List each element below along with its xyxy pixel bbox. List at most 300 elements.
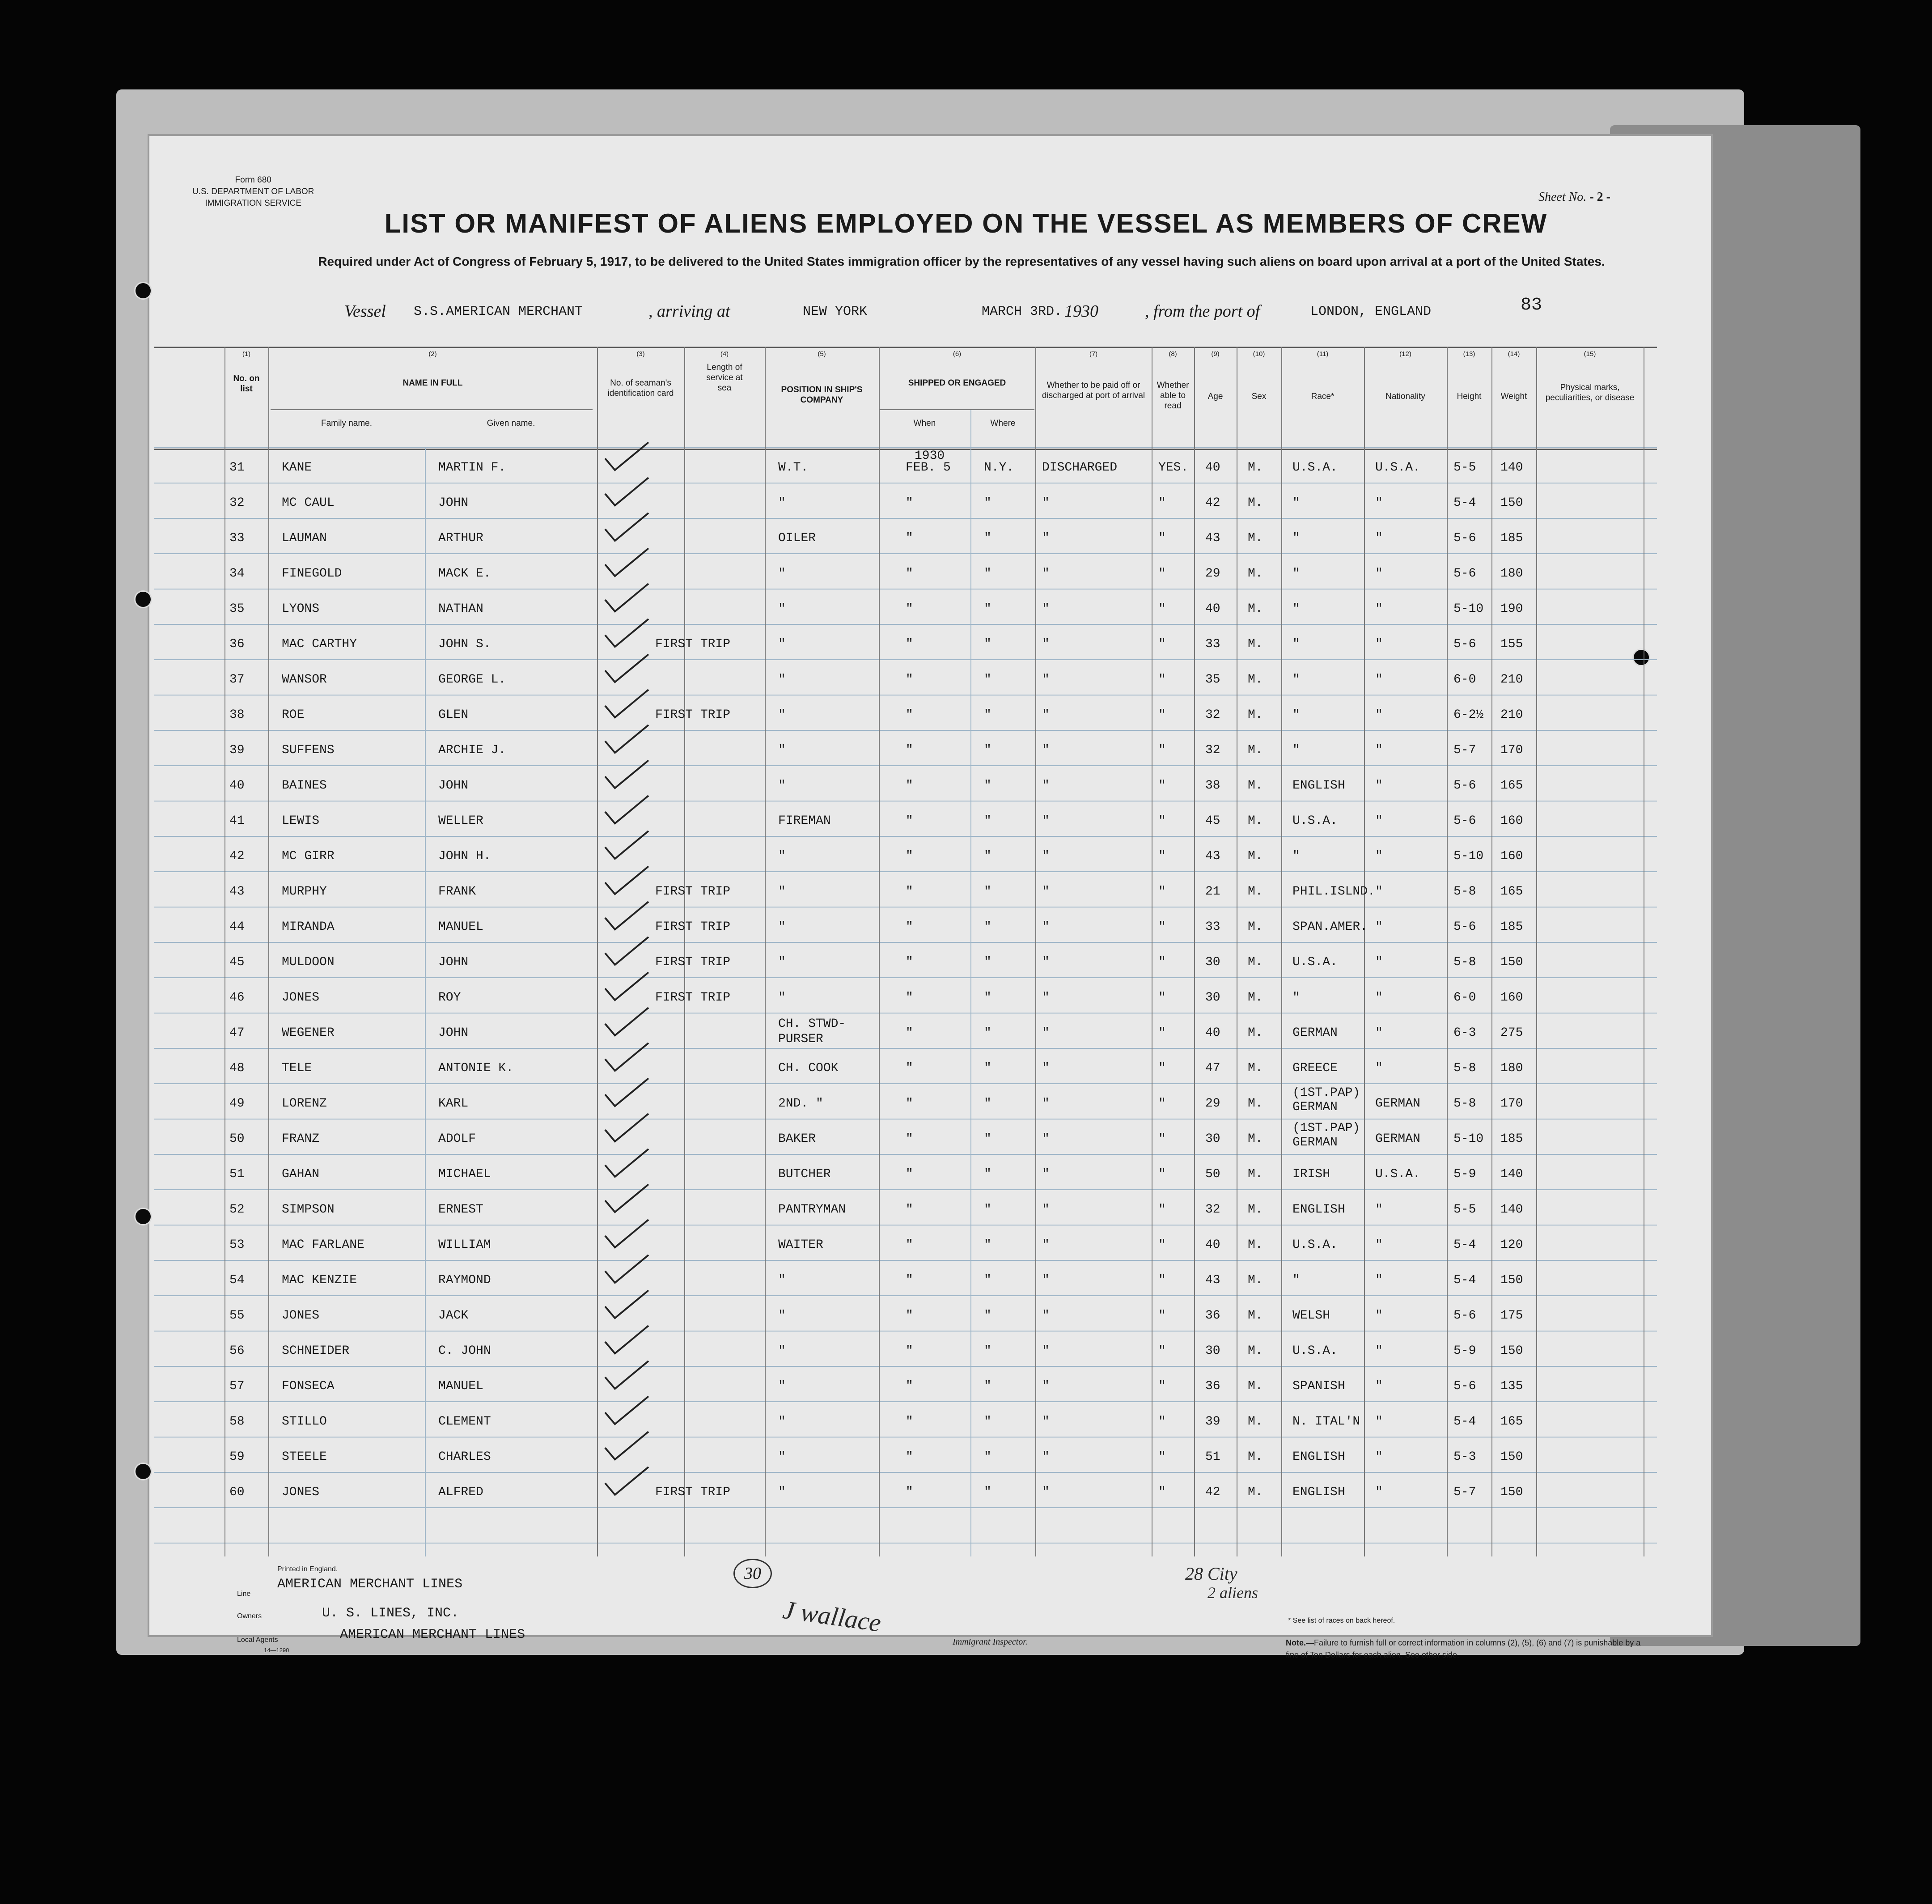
cell-nat: " [1375,814,1383,828]
cell-height: 5-6 [1453,779,1476,793]
cell-service: FIRST TRIP [655,885,731,899]
cell-no: 42 [229,849,245,863]
cell-sex: M. [1248,920,1263,934]
cell-race: " [1292,991,1300,1005]
circled-count: 30 [733,1559,772,1588]
cell-no: 57 [229,1379,245,1393]
cell-when: " [906,955,913,969]
owners-value: U. S. LINES, INC. [322,1606,459,1621]
cell-age: 40 [1205,1026,1220,1040]
cell-when: " [906,1097,913,1111]
cell-race: " [1292,531,1300,545]
cell-given: ARCHIE J. [438,743,506,757]
cell-sex: M. [1248,1132,1263,1146]
cell-where: " [984,743,991,757]
cell-read: " [1158,920,1166,934]
cell-position: " [778,779,786,793]
cell-position: " [778,567,786,581]
cell-paid: " [1042,814,1050,828]
cell-weight: 150 [1500,496,1523,510]
checkmark-icon [602,511,651,543]
cell-race-note: (1ST.PAP) [1292,1121,1360,1135]
cell-no: 47 [229,1026,245,1040]
cell-weight: 155 [1500,637,1523,651]
cell-when: " [906,885,913,899]
cell-race: " [1292,496,1300,510]
cell-weight: 160 [1500,849,1523,863]
cell-sex: M. [1248,708,1263,722]
checkmark-icon [602,1289,651,1320]
cell-race: ENGLISH [1292,1450,1345,1464]
cell-height: 5-5 [1453,1203,1476,1217]
cell-no: 52 [229,1203,245,1217]
checkmark-icon [602,1430,651,1461]
checkmark-icon [602,1041,651,1073]
cell-when: " [906,1344,913,1358]
cell-position: " [778,1273,786,1287]
cell-where: " [984,955,991,969]
from-port: LONDON, ENGLAND [1310,304,1432,319]
cell-nat: " [1375,496,1383,510]
cell-race: WELSH [1292,1309,1330,1323]
cell-race-note: (1ST.PAP) [1292,1086,1360,1100]
cell-when: " [906,1238,913,1252]
inspector-label: Immigrant Inspector. [953,1637,1028,1647]
cell-when: " [906,1309,913,1323]
cell-weight: 160 [1500,814,1523,828]
cell-height: 5-4 [1453,1238,1476,1252]
col5-header: POSITION IN SHIP'S COMPANY [781,385,863,405]
cell-nat: GERMAN [1375,1132,1420,1146]
cell-no: 36 [229,637,245,651]
cell-when: " [906,496,913,510]
cell-family: MC GIRR [282,849,335,863]
col1-number: (1) [242,350,251,358]
sheet-label: Sheet No. [1538,190,1587,204]
cell-weight: 150 [1500,1485,1523,1499]
cell-paid: " [1042,637,1050,651]
cell-height: 5-6 [1453,1309,1476,1323]
col2-number: (2) [428,350,437,358]
checkmark-icon [602,1147,651,1179]
cell-sex: M. [1248,637,1263,651]
cell-family: SCHNEIDER [282,1344,350,1358]
cell-given: MICHAEL [438,1167,491,1181]
cell-family: ROE [282,708,305,722]
checkmark-icon [602,1253,651,1285]
checkmark-icon [602,653,651,684]
col13-header: Height [1457,392,1482,401]
col13-number: (13) [1463,350,1475,358]
cell-where: " [984,567,991,581]
cell-race: U.S.A. [1292,1238,1338,1252]
cell-read: " [1158,602,1166,616]
cell-race: GERMAN [1292,1136,1338,1149]
cell-weight: 175 [1500,1309,1523,1323]
cell-paid: " [1042,496,1050,510]
cell-where: " [984,602,991,616]
cell-height: 6-0 [1453,991,1476,1005]
cell-no: 31 [229,461,245,475]
checkmark-icon [602,582,651,613]
cell-family: WEGENER [282,1026,335,1040]
cell-read: " [1158,991,1166,1005]
cell-position: " [778,743,786,757]
cell-given: JOHN [438,1026,469,1040]
cell-family: JONES [282,1309,320,1323]
cell-nat: " [1375,1309,1383,1323]
binder-hole [134,282,152,300]
cell-when: " [906,1026,913,1040]
owners-label: Owners [237,1612,262,1620]
cell-family: BAINES [282,779,327,793]
cell-position: " [778,637,786,651]
checkmark-icon [602,900,651,931]
cell-family: JONES [282,1485,320,1499]
checkmark-icon [602,794,651,825]
agents-label: Local Agents [237,1636,278,1644]
cell-sex: M. [1248,567,1263,581]
cell-no: 39 [229,743,245,757]
cell-race: " [1292,567,1300,581]
cell-paid: " [1042,602,1050,616]
cell-position: " [778,1344,786,1358]
cell-given: CLEMENT [438,1415,491,1429]
checkmark-icon [602,441,651,472]
cell-age: 30 [1205,991,1220,1005]
vessel-label: Vessel [344,302,386,321]
cell-age: 32 [1205,743,1220,757]
cell-age: 47 [1205,1061,1220,1075]
cell-race: " [1292,602,1300,616]
cell-no: 44 [229,920,245,934]
cell-service: FIRST TRIP [655,955,731,969]
cell-sex: M. [1248,955,1263,969]
cell-weight: 150 [1500,1450,1523,1464]
sheet-number [1538,190,1610,204]
cell-where: " [984,1485,991,1499]
cell-position: 2ND. " [778,1097,823,1111]
cell-paid: " [1042,1238,1050,1252]
cell-family: FINEGOLD [282,567,342,581]
col14-header: Weight [1500,392,1527,401]
cell-height: 5-5 [1453,461,1476,475]
cell-paid: " [1042,1415,1050,1429]
checkmark-icon [602,1324,651,1355]
cell-nat: " [1375,849,1383,863]
cell-height: 5-10 [1453,602,1484,616]
cell-height: 5-6 [1453,637,1476,651]
sheet-value: - 2 - [1589,190,1610,204]
cell-read: " [1158,1167,1166,1181]
cell-given: MARTIN F. [438,461,506,475]
cell-position: " [778,1415,786,1429]
cell-sex: M. [1248,1485,1263,1499]
cell-when: " [906,1273,913,1287]
cell-race: U.S.A. [1292,814,1338,828]
cell-weight: 180 [1500,567,1523,581]
col15-number: (15) [1584,350,1596,358]
col3-number: (3) [636,350,645,358]
cell-paid: " [1042,1344,1050,1358]
cell-height: 5-4 [1453,496,1476,510]
cell-position: OILER [778,531,816,545]
cell-year: 1930 [915,449,945,463]
cell-when: " [906,1203,913,1217]
cell-age: 45 [1205,814,1220,828]
cell-paid: " [1042,708,1050,722]
cell-sex: M. [1248,885,1263,899]
cell-family: LEWIS [282,814,320,828]
cell-sex: M. [1248,1379,1263,1393]
cell-where: " [984,1379,991,1393]
checkmark-icon [602,935,651,967]
cell-when: " [906,991,913,1005]
cell-age: 33 [1205,920,1220,934]
cell-age: 43 [1205,849,1220,863]
cell-height: 5-4 [1453,1415,1476,1429]
cell-age: 43 [1205,531,1220,545]
cell-when: " [906,673,913,687]
page-subtitle: Required under Act of Congress of February 5, 1917, to be delivered to the United States immigration officer by the representatives of any vessel having such aliens on board upon arrival at a port of the United States. [318,254,1605,268]
cell-paid: " [1042,1273,1050,1287]
cell-given: JOHN H. [438,849,491,863]
cell-no: 41 [229,814,245,828]
cell-race: ENGLISH [1292,1485,1345,1499]
cell-no: 32 [229,496,245,510]
cell-nat: " [1375,885,1383,899]
cell-where: " [984,1415,991,1429]
cell-nat: " [1375,1026,1383,1040]
cell-when: " [906,1167,913,1181]
col2-header: NAME IN FULL [402,378,463,388]
cell-no: 50 [229,1132,245,1146]
checkmark-icon [602,1465,651,1497]
cell-weight: 165 [1500,1415,1523,1429]
cell-age: 32 [1205,1203,1220,1217]
cell-paid: " [1042,743,1050,757]
cell-paid: " [1042,673,1050,687]
cell-nat: " [1375,920,1383,934]
checkmark-icon [602,1183,651,1214]
cell-read: " [1158,1203,1166,1217]
binder-hole [134,1208,152,1226]
cell-position: BUTCHER [778,1167,831,1181]
cell-sex: M. [1248,849,1263,863]
cell-read: " [1158,531,1166,545]
cell-read: " [1158,1485,1166,1499]
col12-header: Nationality [1385,392,1425,401]
handwritten-city-count: 28 City [1185,1564,1237,1584]
cell-race: IRISH [1292,1167,1330,1181]
cell-race: U.S.A. [1292,1344,1338,1358]
cell-nat: U.S.A. [1375,461,1420,475]
cell-paid: " [1042,1132,1050,1146]
cell-given: ANTONIE K. [438,1061,514,1075]
cell-race: SPANISH [1292,1379,1345,1393]
cell-service: FIRST TRIP [655,637,731,651]
cell-weight: 140 [1500,1167,1523,1181]
cell-age: 33 [1205,637,1220,651]
cell-read: " [1158,496,1166,510]
crew-table [154,347,1657,1556]
cell-paid: DISCHARGED [1042,461,1118,475]
cell-given: RAYMOND [438,1273,491,1287]
cell-when: " [906,814,913,828]
cell-where: " [984,673,991,687]
cell-paid: " [1042,1485,1050,1499]
cell-paid: " [1042,779,1050,793]
cell-given: WELLER [438,814,483,828]
cell-nat: " [1375,991,1383,1005]
form-number: Form 680 [235,175,271,185]
cell-no: 54 [229,1273,245,1287]
cell-no: 58 [229,1415,245,1429]
cell-height: 5-3 [1453,1450,1476,1464]
cell-paid: " [1042,920,1050,934]
cell-race: " [1292,743,1300,757]
cell-age: 30 [1205,1132,1220,1146]
cell-where: " [984,920,991,934]
cell-age: 38 [1205,779,1220,793]
cell-age: 30 [1205,955,1220,969]
cell-paid: " [1042,885,1050,899]
cell-where: " [984,1309,991,1323]
page-title: LIST OR MANIFEST OF ALIENS EMPLOYED ON THE VESSEL AS MEMBERS OF CREW [384,208,1548,238]
cell-sex: M. [1248,602,1263,616]
cell-position: " [778,920,786,934]
cell-where: " [984,531,991,545]
cell-read: YES. [1158,461,1189,475]
cell-family: MC CAUL [282,496,335,510]
cell-height: 5-6 [1453,1379,1476,1393]
cell-position: " [778,496,786,510]
cell-family: STILLO [282,1415,327,1429]
cell-given: ROY [438,991,461,1005]
cell-nat: U.S.A. [1375,1167,1420,1181]
cell-sex: M. [1248,673,1263,687]
cell-no: 48 [229,1061,245,1075]
cell-read: " [1158,673,1166,687]
cell-no: 55 [229,1309,245,1323]
cell-when: " [906,1450,913,1464]
cell-where: " [984,637,991,651]
cell-no: 37 [229,673,245,687]
checkmark-icon [602,1112,651,1143]
cell-when: " [906,1485,913,1499]
cell-age: 30 [1205,1344,1220,1358]
cell-given: JOHN [438,496,469,510]
cell-read: " [1158,849,1166,863]
col15-header: Physical marks, peculiarities, or disease [1545,383,1635,403]
cell-nat: " [1375,1344,1383,1358]
cell-race: U.S.A. [1292,461,1338,475]
form-service: IMMIGRATION SERVICE [205,199,302,208]
cell-race: ENGLISH [1292,1203,1345,1217]
cell-read: " [1158,1450,1166,1464]
from-label: , from the port of [1145,302,1260,321]
cell-no: 46 [229,991,245,1005]
cell-position: " [778,1309,786,1323]
cell-sex: M. [1248,1238,1263,1252]
cell-given: GEORGE L. [438,673,506,687]
cell-nat: " [1375,1203,1383,1217]
cell-weight: 185 [1500,920,1523,934]
checkmark-icon [602,829,651,861]
cell-position: " [778,708,786,722]
cell-when: " [906,743,913,757]
vessel-name: S.S.AMERICAN MERCHANT [414,304,583,319]
cell-family: TELE [282,1061,312,1075]
cell-family: STEELE [282,1450,327,1464]
line-label: Line [237,1590,251,1598]
cell-family: SUFFENS [282,743,335,757]
cell-where: " [984,1061,991,1075]
note-label: Note. [1286,1638,1306,1647]
cell-given: ADOLF [438,1132,476,1146]
cell-age: 50 [1205,1167,1220,1181]
cell-given: JOHN [438,955,469,969]
col8-header: Whether able to read [1157,381,1189,411]
col14-number: (14) [1508,350,1520,358]
cell-read: " [1158,1061,1166,1075]
col4-number: (4) [720,350,729,358]
fine-note [1286,1637,1644,1661]
cell-height: 5-6 [1453,814,1476,828]
checkmark-icon [602,617,651,649]
cell-given: ARTHUR [438,531,483,545]
cell-read: " [1158,1132,1166,1146]
cell-family: MURPHY [282,885,327,899]
checkmark-icon [602,547,651,578]
col11-number: (11) [1317,350,1329,358]
cell-age: 36 [1205,1379,1220,1393]
checkmark-icon [602,1006,651,1037]
cell-when: " [906,637,913,651]
cell-age: 32 [1205,708,1220,722]
cell-service: FIRST TRIP [655,708,731,722]
cell-position: " [778,602,786,616]
col2a-header: Family name. [321,419,373,428]
cell-no: 34 [229,567,245,581]
cell-nat: " [1375,637,1383,651]
cell-weight: 210 [1500,708,1523,722]
cell-weight: 120 [1500,1238,1523,1252]
cell-where: " [984,1097,991,1111]
cell-weight: 190 [1500,602,1523,616]
cell-given: C. JOHN [438,1344,491,1358]
cell-position: " [778,955,786,969]
cell-weight: 165 [1500,885,1523,899]
cell-when: FEB. 5 [906,461,951,475]
cell-age: 40 [1205,602,1220,616]
cell-no: 51 [229,1167,245,1181]
cell-no: 43 [229,885,245,899]
cell-height: 5-8 [1453,1097,1476,1111]
cell-age: 21 [1205,885,1220,899]
cell-given: JOHN S. [438,637,491,651]
cell-age: 43 [1205,1273,1220,1287]
cell-nat: " [1375,1415,1383,1429]
cell-position: W.T. [778,461,809,475]
cell-weight: 140 [1500,1203,1523,1217]
col9-number: (9) [1211,350,1220,358]
cell-age: 35 [1205,673,1220,687]
cell-height: 5-9 [1453,1167,1476,1181]
cell-race: SPAN.AMER. [1292,920,1368,934]
cell-family: MAC CARTHY [282,637,357,651]
cell-service: FIRST TRIP [655,1485,731,1499]
